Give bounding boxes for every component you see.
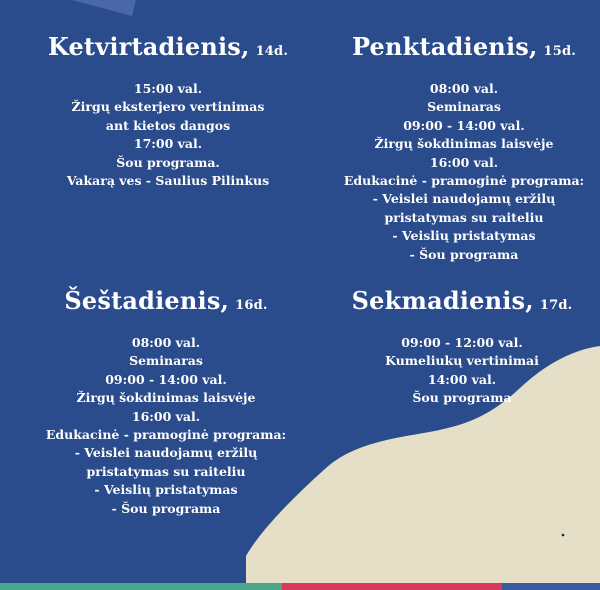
day-date: 16d. — [235, 298, 268, 313]
schedule-list — [314, 80, 600, 264]
schedule-line: - Veislei naudojamų eržilų — [372, 191, 556, 207]
dot-mark — [562, 534, 565, 537]
day-title: Sekmadienis, — [351, 286, 534, 315]
schedule-line: - Šou programa — [409, 246, 519, 262]
schedule-list — [312, 334, 600, 408]
schedule-line: - Veislei naudojamų eržilų — [74, 445, 258, 461]
schedule-line: 08:00 val. — [131, 335, 201, 350]
schedule-line: ant kietos dangos — [105, 117, 231, 133]
day-heading — [18, 32, 318, 61]
day-block-thursday — [18, 32, 318, 190]
schedule-line: Vakarą ves - Saulius Pilinkus — [66, 173, 270, 189]
schedule-list — [16, 334, 316, 518]
schedule-line: 08:00 val. — [429, 81, 499, 96]
schedule-line: 16:00 val. — [429, 154, 499, 170]
schedule-line: Edukacinė - pramoginė programa: — [45, 427, 287, 443]
schedule-line: Šou programa. — [116, 154, 220, 170]
schedule-line: pristatymas su raiteliu — [86, 463, 246, 479]
stripe-red — [282, 583, 502, 590]
day-block-sunday — [312, 286, 600, 408]
day-heading — [16, 286, 316, 315]
day-heading — [314, 32, 600, 61]
schedule-line: 15:00 val. — [133, 81, 203, 96]
schedule-line: pristatymas su raiteliu — [384, 209, 544, 225]
stripe-green — [0, 583, 282, 590]
schedule-line: Žirgų šokdinimas laisvėje — [374, 136, 554, 152]
day-date: 14d. — [255, 44, 289, 59]
schedule-line: 09:00 - 12:00 val. — [401, 335, 523, 350]
stripe-blue — [502, 583, 600, 590]
day-title: Penktadienis, — [351, 32, 538, 61]
schedule-line: Edukacinė - pramoginė programa: — [343, 173, 585, 189]
schedule-line: Seminaras — [129, 353, 203, 369]
schedule-line: 14:00 val. — [427, 371, 497, 387]
schedule-line: Žirgų eksterjero vertinimas — [71, 99, 265, 115]
schedule-line: Kumeliukų vertinimai — [385, 353, 539, 369]
schedule-line: 09:00 - 14:00 val. — [105, 371, 227, 387]
day-heading — [312, 286, 600, 315]
day-block-friday — [314, 32, 600, 264]
schedule-line: 17:00 val. — [133, 136, 203, 152]
schedule-line: Šou programa — [412, 390, 512, 406]
day-title: Ketvirtadienis, — [47, 32, 250, 61]
corner-shape — [72, 0, 136, 16]
schedule-line: Seminaras — [427, 99, 501, 115]
day-date: 17d. — [539, 298, 573, 313]
schedule-line: - Veislių pristatymas — [392, 228, 536, 244]
schedule-line: 09:00 - 14:00 val. — [403, 117, 525, 133]
schedule-line: - Veislių pristatymas — [94, 482, 238, 498]
schedule-line: - Šou programa — [111, 500, 221, 516]
schedule-line: Žirgų šokdinimas laisvėje — [76, 390, 256, 406]
day-title: Šeštadienis, — [64, 286, 230, 315]
schedule-line: 16:00 val. — [131, 408, 201, 424]
day-date: 15d. — [543, 44, 577, 59]
day-block-saturday — [16, 286, 316, 518]
schedule-list — [18, 80, 318, 190]
